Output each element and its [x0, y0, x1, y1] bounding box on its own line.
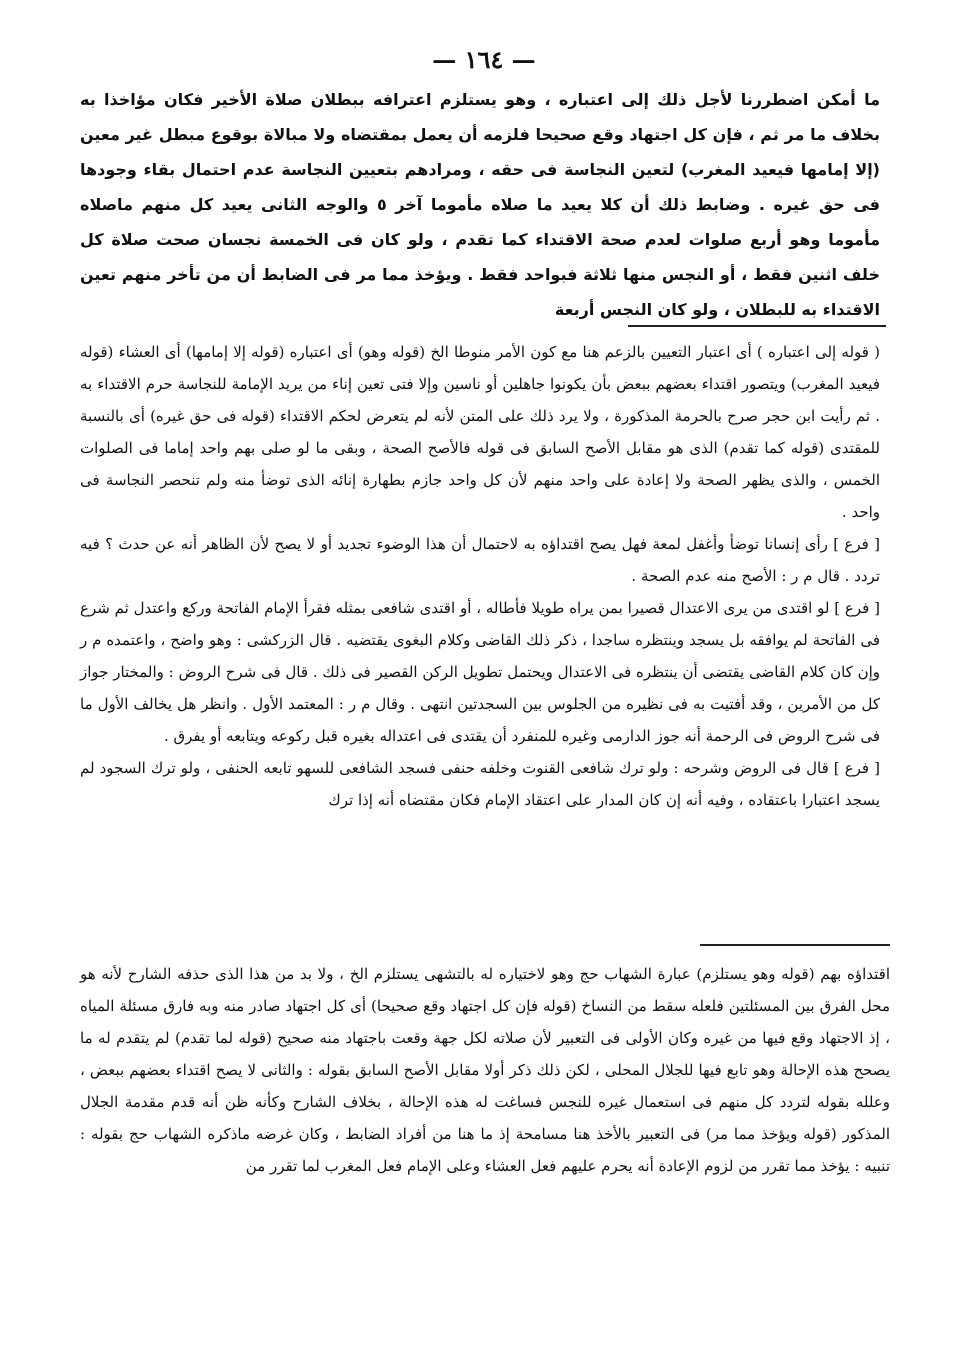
commentary-paragraph: ( قوله إلى اعتباره ) أى اعتبار التعيين بالزعم هنا مع كون الأمر منوطا الخ (قوله وهو) أى اعتباره (قوله إلا إمامها) أى العشاء (قوله فيعيد المغرب) ويتصور اقتداء بعضهم ببعض بأن يكونوا جاهلين أو ناسين وإلا فتى تعين إناء من يريد الإمامة للنجاسة حرم الاقتداء به . ثم رأيت ابن حجر صرح بالحرمة المذكورة ، ولا يرد ذلك على المتن لأنه لم يتعرض لحكم الاقتداء (قوله فى حق غيره) أى بالنسبة للمقتدى (قوله كما تقدم) الذى هو مقابل الأصح السابق فى قوله فالأصح الصحة ، وبقى ما لو صلى بهم واحد إماما فى الصلوات الخمس ، والذى يظهر الصحة ولا إعادة على واحد منهم لأن كل واحد جازم بطهارة إنائه الذى توضأ منه ولم تنحصر النجاسة فى واحد .: [80, 343, 880, 521]
lower-separator-rule: [700, 944, 890, 946]
footnote-separator-rule: [628, 325, 886, 327]
commentary-paragraph-far-2: [ فرع ] لو اقتدى من يرى الاعتدال قصيرا بمن يراه طويلا فأطاله ، أو اقتدى شافعى بمثله فقرأ الإمام الفاتحة وركع واعتدل ثم شرع فى الفاتحة لم يوافقه بل يسجد وينتظره ساجدا ، ذكر ذلك القاضى وكلام البغوى يقتضيه . قال الزركشى : وهو واضح ، واعتمده م ر وإن كان كلام القاضى يقتضى أن ينتظره فى الاعتدال ويحتمل تطويل الركن القصير فى ذلك . قال فى شرح الروض : والمختار جواز كل من الأمرين ، وقد أفتيت به فى نظيره من الجلوس بين السجدتين انتهى . وقال م ر : المعتمد الأول . وانظر هل يخالف الأول ما فى شرح الروض فى الرحمة أنه جوز الدارمى وغيره للمنفرد أن يقتدى فى اعتداله بغيره قبل ركوعه ويتابعه أو يفرق .: [80, 599, 880, 745]
page-number: — ١٦٤ —: [432, 45, 536, 74]
commentary-paragraph-far-1: [ فرع ] رأى إنسانا توضأ وأغفل لمعة فهل يصح اقتداؤه به لاحتمال أن هذا الوضوء تجديد أو لا يصح لأن الظاهر أنه عن حدث ؟ فيه تردد . قال م ر : الأصح منه عدم الصحة .: [80, 535, 880, 585]
commentary-upper-block: [80, 336, 890, 816]
main-paragraph: ما أمكن اضطررنا لأجل ذلك إلى اعتباره ، وهو يستلزم اعترافه ببطلان صلاة الأخير فكان مؤاخذا به بخلاف ما مر ثم ، فإن كل اجتهاد وقع صحيحا فلزمه أن يعمل بمقتضاه ولا مبالاة بوقوع مبطل غير معين (إلا إمامها فيعيد المغرب) لتعين النجاسة فى حقه ، ومرادهم بتعيين النجاسة عدم احتمال بقاء وجودها فى حق غيره . وضابط ذلك أن كلا يعيد ما صلاه مأموما آخر ٥ والوجه الثانى يعيد كل منهم ماصلاه مأموما وهو أربع صلوات لعدم صحة الاقتداء كما تقدم ، ولو كان فى الخمسة نجسان صحت صلاة كل خلف اثنين فقط ، أو النجس منها ثلاثة فبواحد فقط . ويؤخذ مما مر فى الضابط أن من تأخر منهم تعين الاقتداء به للبطلان ، ولو كان النجس أربعة: [80, 90, 881, 319]
lower-commentary-paragraph: اقتداؤه بهم (قوله وهو يستلزم) عبارة الشهاب حج وهو لاختياره له بالتشهى يستلزم الخ ، ولا بد من هذا الذى حذفه الشارح لأنه هو محل الفرق بين المسئلتين فلعله سقط من النساخ (قوله فإن كل اجتهاد وقع صحيحا) أى كل اجتهاد صادر منه وبه فارق مسئلة المياه ، إذ الاجتهاد وقع فيها من غيره وكان الأولى فى التعبير لأن صلاته لكل جهة وقعت باجتهاد منه صحيح (قوله لما تقدم) لم يتقدم له ما يصحح هذه الإحالة وهو تابع فيها للجلال المحلى ، لكن ذلك ذكر أولا مقابل الأصح السابق بقوله : والثانى لا يصح اقتداء بعضهم ببعض ، وعلله بقوله لتردد كل منهم فى استعمال غيره للنجس فساغت له هذه الإحالة ، بخلاف الشارح وكأنه ظن أنه قدم مقدمة الجلال المذكور (قوله ويؤخذ مما مر) فى التعبير بالأخذ هنا مسامحة إذ ما هنا من أفراد الضابط ، وكان غرضه ماذكره الشهاب حج بقوله : تنبيه : يؤخذ مما تقرر من لزوم الإعادة أنه يحرم عليهم فعل العشاء وعلى الإمام فعل المغرب لما تقرر من: [80, 965, 890, 1175]
main-text-block: [80, 82, 890, 327]
commentary-lower-block: [80, 958, 890, 1182]
commentary-paragraph-far-3: [ فرع ] قال فى الروض وشرحه : ولو ترك شافعى القنوت وخلفه حنفى فسجد الشافعى للسهو تابعه الحنفى ، ولو ترك السجود لم يسجد اعتبارا باعتقاده ، وفيه أنه إن كان المدار على اعتقاد الإمام فكان مقتضاه أنه إذا ترك: [80, 759, 880, 809]
